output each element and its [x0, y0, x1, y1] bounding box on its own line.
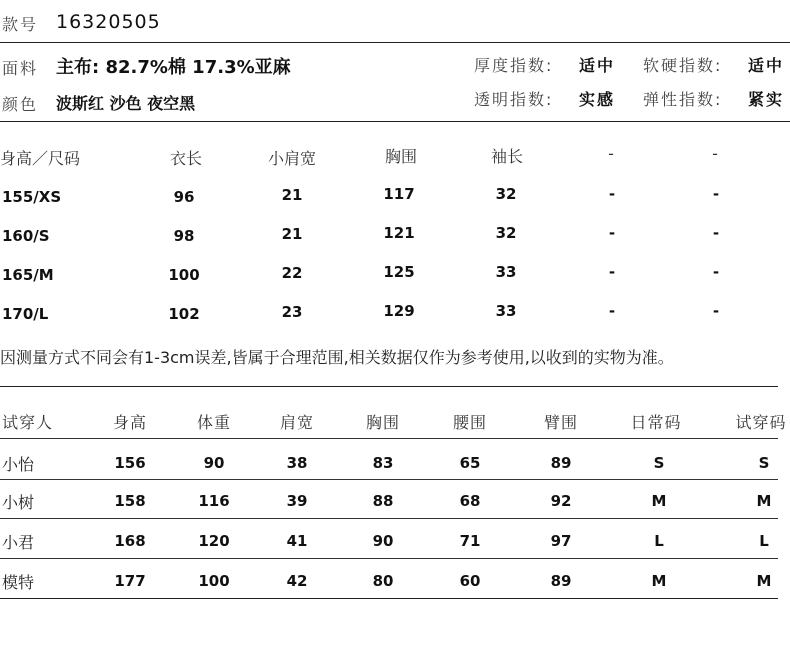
size-cell: 98 — [173, 227, 195, 245]
model-cell: S — [653, 454, 665, 472]
model-cell: 116 — [198, 492, 230, 510]
model-cell: 90 — [203, 454, 225, 472]
model-cell: 177 — [114, 572, 146, 590]
size-cell: 21 — [281, 186, 303, 204]
size-row-label: 170/L — [2, 305, 49, 323]
size-cell: - — [712, 224, 720, 242]
model-cell: L — [654, 532, 664, 550]
model-cell: 68 — [459, 492, 481, 510]
divider-top — [0, 42, 790, 43]
model-name: 模特 — [2, 573, 35, 592]
model-cell: 41 — [286, 532, 308, 550]
size-cell: - — [712, 302, 720, 320]
model-cell: M — [651, 572, 667, 590]
size-cell: 121 — [383, 224, 415, 242]
size-cell: 22 — [281, 264, 303, 282]
model-cell: 92 — [550, 492, 572, 510]
model-table-bottom-rule — [0, 598, 778, 599]
size-cell: - — [608, 302, 616, 320]
model-row-divider — [0, 518, 778, 519]
fabric-label: 面料 — [2, 59, 39, 78]
divider-size-table — [0, 121, 790, 122]
size-header-shoulder: 小肩宽 — [267, 149, 317, 168]
model-header-daily-size: 日常码 — [630, 413, 682, 432]
model-header-chest: 胸围 — [365, 413, 401, 432]
elasticity-label: 弹性指数: — [643, 90, 723, 109]
size-cell: 23 — [281, 303, 303, 321]
model-header-height: 身高 — [112, 413, 148, 432]
model-cell: 83 — [372, 454, 394, 472]
model-row-divider — [0, 438, 778, 439]
size-cell: 32 — [495, 185, 517, 203]
transparency-label: 透明指数: — [474, 90, 554, 109]
model-header-shoulder: 肩宽 — [279, 413, 315, 432]
size-cell: 100 — [168, 266, 200, 284]
model-cell: 89 — [550, 454, 572, 472]
size-cell: - — [608, 185, 616, 203]
model-name: 小树 — [2, 493, 35, 512]
size-row-label: 160/S — [2, 227, 50, 245]
color-label: 颜色 — [2, 95, 39, 114]
model-cell: 97 — [550, 532, 572, 550]
style-no-value: 16320505 — [56, 11, 161, 33]
model-header-arm: 臂围 — [543, 413, 579, 432]
model-cell: 168 — [114, 532, 146, 550]
model-cell: 89 — [550, 572, 572, 590]
size-cell: 21 — [281, 225, 303, 243]
model-cell: 80 — [372, 572, 394, 590]
model-header-trial-size: 试穿码 — [735, 413, 787, 432]
size-cell: 33 — [495, 302, 517, 320]
size-cell: 125 — [383, 263, 415, 281]
model-cell: L — [759, 532, 769, 550]
model-cell: 42 — [286, 572, 308, 590]
softness-value: 适中 — [748, 56, 785, 75]
size-header-height: 身高／尺码 — [0, 149, 81, 168]
model-cell: 90 — [372, 532, 394, 550]
model-cell: 88 — [372, 492, 394, 510]
softness-label: 软硬指数: — [643, 56, 723, 75]
size-row-label: 165/M — [2, 266, 54, 284]
size-header-empty-1: - — [608, 144, 614, 163]
model-cell: M — [756, 492, 772, 510]
size-cell: 32 — [495, 224, 517, 242]
model-row-divider — [0, 479, 778, 480]
size-cell: 117 — [383, 185, 415, 203]
elasticity-value: 紧实 — [748, 90, 785, 109]
style-no-label: 款号 — [2, 15, 39, 34]
color-value: 波斯红 沙色 夜空黑 — [56, 94, 196, 113]
thickness-value: 适中 — [579, 56, 616, 75]
size-cell: 33 — [495, 263, 517, 281]
size-row-label: 155/XS — [2, 188, 62, 206]
model-cell: 158 — [114, 492, 146, 510]
measurement-note: 因测量方式不同会有1-3cm误差,皆属于合理范围,相关数据仅作为参考使用,以收到的实物为准。 — [0, 348, 674, 367]
size-cell: 129 — [383, 302, 415, 320]
model-cell: 120 — [198, 532, 230, 550]
size-header-sleeve: 袖长 — [490, 147, 524, 166]
model-cell: M — [651, 492, 667, 510]
size-header-chest: 胸围 — [384, 147, 418, 166]
size-cell: - — [608, 224, 616, 242]
size-cell: - — [712, 263, 720, 281]
size-cell: - — [608, 263, 616, 281]
model-name: 小怡 — [2, 455, 35, 474]
model-cell: 38 — [286, 454, 308, 472]
model-cell: 60 — [459, 572, 481, 590]
model-cell: 39 — [286, 492, 308, 510]
size-header-length: 衣长 — [169, 149, 203, 168]
model-header-waist: 腰围 — [452, 413, 488, 432]
transparency-value: 实感 — [579, 90, 616, 109]
thickness-label: 厚度指数: — [474, 56, 554, 75]
model-name: 小君 — [2, 533, 35, 552]
size-cell: - — [712, 185, 720, 203]
model-cell: S — [758, 454, 770, 472]
model-cell: M — [756, 572, 772, 590]
model-cell: 156 — [114, 454, 146, 472]
model-cell: 100 — [198, 572, 230, 590]
model-cell: 65 — [459, 454, 481, 472]
fabric-value: 主布: 82.7%棉 17.3%亚麻 — [56, 57, 291, 78]
divider-model-table — [0, 386, 778, 387]
size-cell: 102 — [168, 305, 200, 323]
model-row-divider — [0, 558, 778, 559]
model-header-name: 试穿人 — [2, 413, 54, 432]
size-header-empty-2: - — [712, 144, 718, 163]
model-header-weight: 体重 — [196, 413, 232, 432]
model-cell: 71 — [459, 532, 481, 550]
size-cell: 96 — [173, 188, 195, 206]
